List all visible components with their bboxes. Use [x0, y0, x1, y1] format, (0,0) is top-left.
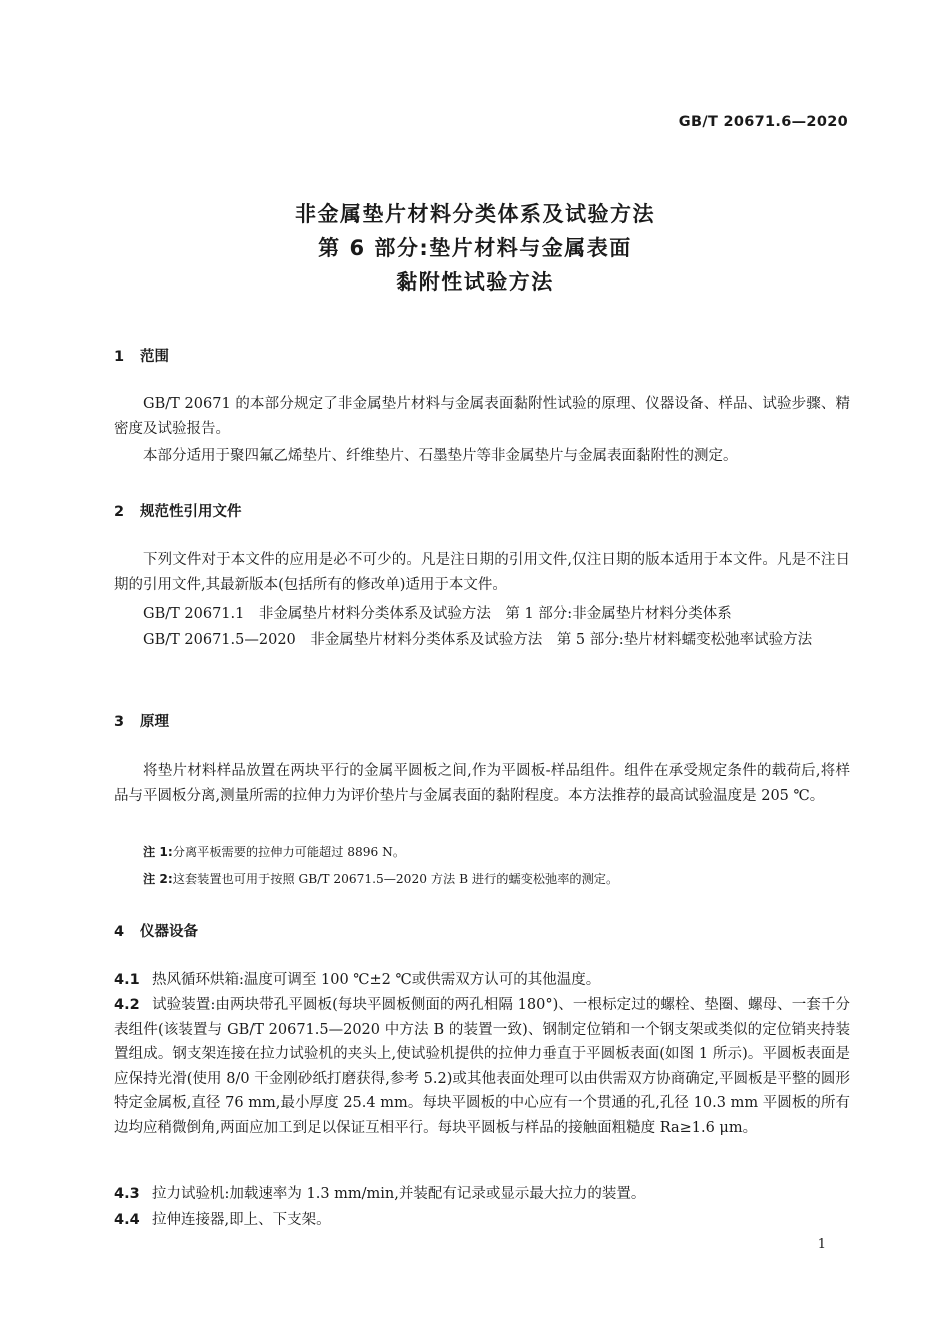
section-2-paragraph-1: 下列文件对于本文件的应用是必不可少的。凡是注日期的引用文件,仅注日期的版本适用于本文件。凡是不注日期的引用文件,其最新版本(包括所有的修改单)适用于本文件。: [114, 552, 850, 593]
clause-number: 4.3: [114, 1186, 140, 1202]
section-title: 范围: [140, 349, 169, 365]
title-line-2: 第 6 部分:垫片材料与金属表面: [318, 236, 632, 260]
section-title: 仪器设备: [140, 924, 198, 940]
page-number: 1: [817, 1237, 826, 1252]
section-number: 1: [114, 349, 125, 365]
section-number: 4: [114, 924, 125, 940]
title-line-1: 非金属垫片材料分类体系及试验方法: [295, 202, 655, 226]
standard-code: GB/T 20671.6—2020: [678, 114, 848, 130]
normative-reference-2: GB/T 20671.5—2020 非金属垫片材料分类体系及试验方法 第 5 部分:垫片材料蠕变松弛率试验方法: [143, 632, 813, 648]
clause-4-1: [114, 968, 850, 993]
section-1-paragraph-1: GB/T 20671 的本部分规定了非金属垫片材料与金属表面黏附性试验的原理、仪器设备、样品、试验步骤、精密度及试验报告。: [114, 396, 850, 437]
note-label: 注 2:: [143, 872, 173, 886]
clause-text: 拉力试验机:加载速率为 1.3 mm/min,并装配有记录或显示最大拉力的装置。: [152, 1186, 646, 1202]
clause-text: 热风循环烘箱:温度可调至 100 ℃±2 ℃或供需双方认可的其他温度。: [152, 972, 601, 988]
clause-4-4: [114, 1208, 850, 1233]
clause-text: 试验装置:由两块带孔平圆板(每块平圆板侧面的两孔相隔 180°)、一根标定过的螺栓、垫圈、螺母、一套千分表组件(该装置与 GB/T 20671.5—2020 中方法 B 的装置一致)、钢制定位销和一个钢支架或类似的定位销夹持装置组成。钢支架连接在拉力试验机的夹头上,使试验机提供的拉伸力垂直于平圆板表面(如图 1 所示)。平圆板表面是应保持光滑(使用 8/0 干金刚砂纸打磨获得,参考 5.2)或其他表面处理可以由供需双方协商确定,平圆板是平整的圆形特定金属板,直径 76 mm,最小厚度 25.4 mm。每块平圆板的中心应有一个贯通的孔,孔径 10.3 mm 平圆板的所有边均应稍微倒角,两面应加工到足以保证互相平行。每块平圆板与样品的接触面粗糙度 Ra≥1.6 μm。: [114, 997, 850, 1136]
note-1: [143, 843, 405, 861]
section-title: 规范性引用文件: [140, 504, 242, 520]
section-1-paragraph-2: 本部分适用于聚四氟乙烯垫片、纤维垫片、石墨垫片等非金属垫片与金属表面黏附性的测定。: [143, 448, 738, 464]
clause-number: 4.2: [114, 997, 140, 1013]
normative-reference-1: GB/T 20671.1 非金属垫片材料分类体系及试验方法 第 1 部分:非金属垫片材料分类体系: [143, 606, 732, 622]
clause-number: 4.1: [114, 972, 140, 988]
note-text: 分离平板需要的拉伸力可能超过 8896 N。: [172, 845, 406, 859]
section-number: 2: [114, 504, 125, 520]
clause-number: 4.4: [114, 1212, 140, 1228]
note-2: [143, 870, 618, 888]
note-text: 这套装置也可用于按照 GB/T 20671.5—2020 方法 B 进行的蠕变松弛率的测定。: [172, 872, 619, 886]
section-4-heading: [114, 920, 198, 941]
section-1-heading: [114, 345, 169, 366]
title-line-3: 黏附性试验方法: [396, 270, 554, 294]
clause-4-2: [114, 993, 850, 1140]
section-title: 原理: [140, 714, 169, 730]
section-number: 3: [114, 714, 125, 730]
clause-text: 拉伸连接器,即上、下支架。: [152, 1212, 331, 1228]
section-3-heading: [114, 710, 169, 731]
note-label: 注 1:: [143, 845, 173, 859]
clause-4-3: [114, 1182, 850, 1207]
section-3-paragraph-1: 将垫片材料样品放置在两块平行的金属平圆板之间,作为平圆板-样品组件。组件在承受规定条件的载荷后,将样品与平圆板分离,测量所需的拉伸力为评价垫片与金属表面的黏附程度。本方法推荐的最高试验温度是 205 ℃。: [114, 763, 850, 804]
section-2-heading: [114, 500, 242, 521]
